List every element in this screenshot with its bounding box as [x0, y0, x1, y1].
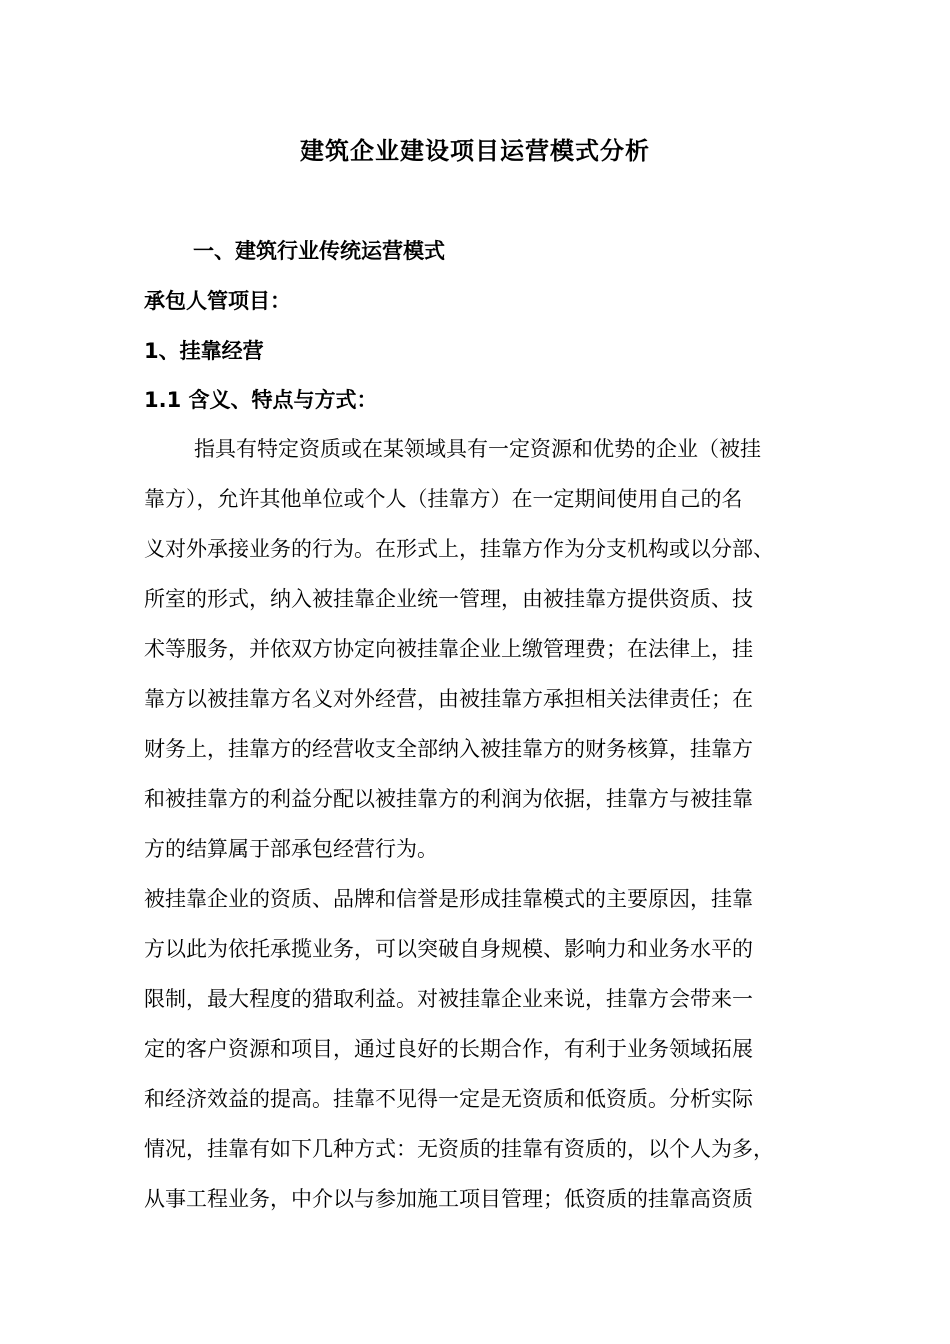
paragraph-line: 方的结算属于部承包经营行为。 [144, 837, 438, 861]
paragraph-line: 从事工程业务，中介以与参加施工项目管理；低资质的挂靠高资质 [144, 1187, 753, 1211]
document-title: 建筑企业建设项目运营模式分析 [300, 137, 650, 165]
subheading-affiliation: 1、挂靠经营 [144, 339, 264, 363]
subheading-definition: 1.1 含义、特点与方式： [144, 388, 378, 412]
paragraph-line: 和经济效益的提高。挂靠不见得一定是无资质和低资质。分析实际 [144, 1087, 753, 1111]
paragraph-line: 被挂靠企业的资质、品牌和信誉是形成挂靠模式的主要原因，挂靠 [144, 887, 753, 911]
paragraph-line: 靠方以被挂靠方名义对外经营，由被挂靠方承担相关法律责任；在 [144, 687, 753, 711]
paragraph-line: 方以此为依托承揽业务，可以突破自身规模、影响力和业务水平的 [144, 937, 753, 961]
paragraph-line: 术等服务，并依双方协定向被挂靠企业上缴管理费；在法律上，挂 [144, 637, 753, 661]
paragraph-line: 限制，最大程度的猎取利益。对被挂靠企业来说，挂靠方会带来一 [144, 987, 753, 1011]
paragraph-line: 所室的形式，纳入被挂靠企业统一管理，由被挂靠方提供资质、技 [144, 587, 753, 611]
paragraph-line: 义对外承接业务的行为。在形式上，挂靠方作为分支机构或以分部、 [144, 537, 774, 561]
paragraph-reasons [144, 874, 806, 1224]
paragraph-definition [144, 424, 806, 874]
paragraph-line: 情况，挂靠有如下几种方式：无资质的挂靠有资质的，以个人为多， [144, 1137, 774, 1161]
section-heading: 一、建筑行业传统运营模式 [193, 239, 445, 263]
paragraph-line: 定的客户资源和项目，通过良好的长期合作，有利于业务领域拓展 [144, 1037, 753, 1061]
paragraph-line: 靠方），允许其他单位或个人（挂靠方）在一定期间使用自己的名 [144, 487, 743, 511]
paragraph-line: 和被挂靠方的利益分配以被挂靠方的利润为依据，挂靠方与被挂靠 [144, 787, 753, 811]
subheading-contractor: 承包人管项目： [144, 289, 291, 313]
paragraph-line: 财务上，挂靠方的经营收支全部纳入被挂靠方的财务核算，挂靠方 [144, 737, 753, 761]
paragraph-line: 指具有特定资质或在某领域具有一定资源和优势的企业（被挂 [194, 437, 761, 461]
